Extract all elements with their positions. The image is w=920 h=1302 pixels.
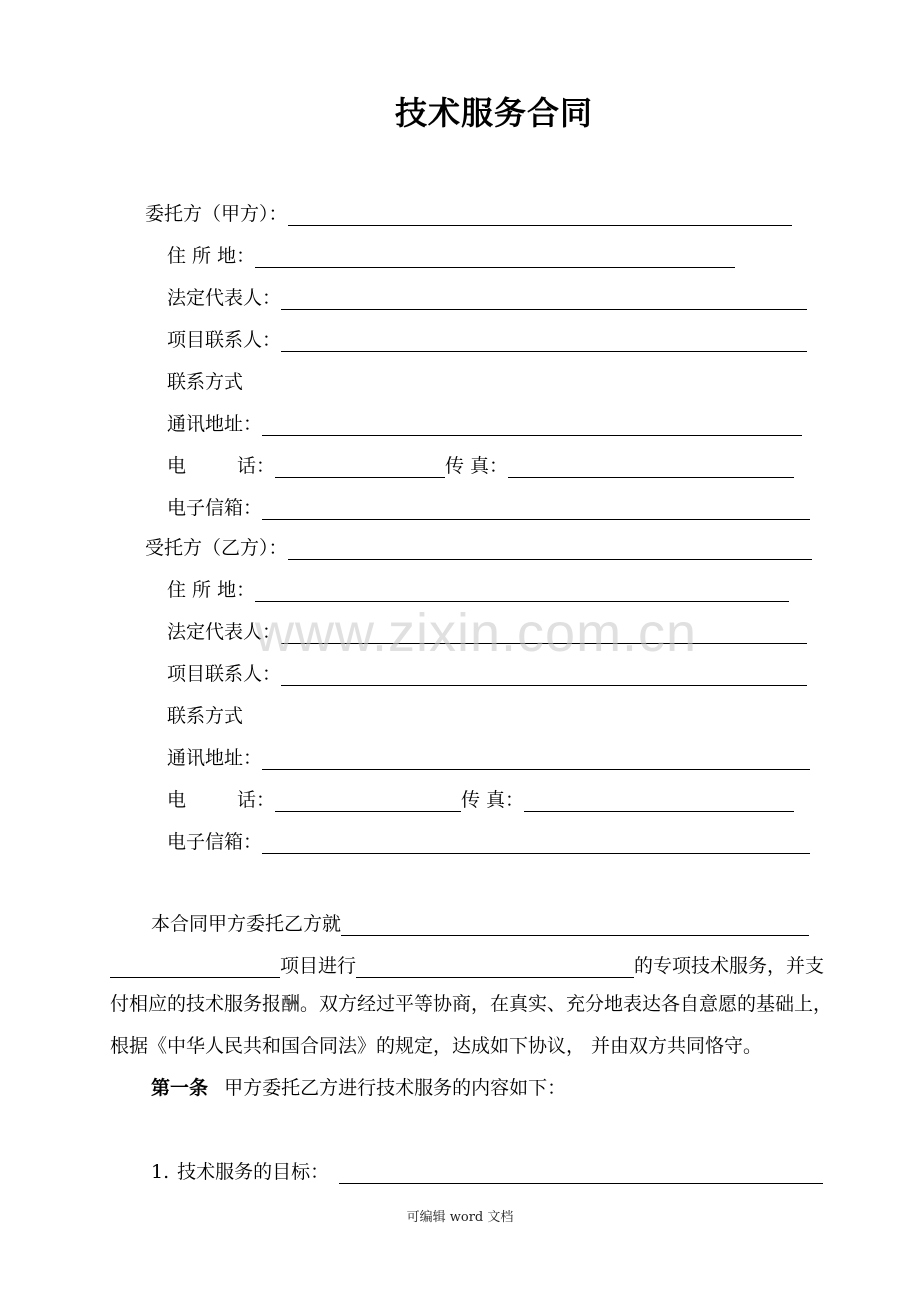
party-b-contact-info-label: 联系方式 <box>167 705 244 727</box>
item-1-row <box>151 1154 823 1184</box>
party-b-contact-person-label: 项目联系人： <box>167 663 282 685</box>
party-b-phone-field[interactable] <box>275 789 461 812</box>
party-a-address-field[interactable] <box>255 245 735 268</box>
intro-part-2: 项目进行 <box>280 955 357 977</box>
party-a-contact-info-label: 联系方式 <box>167 371 244 393</box>
party-a-contact-person-row <box>167 322 807 352</box>
party-a-legal-rep-field[interactable] <box>281 287 807 310</box>
party-b-phone-label: 电 话： <box>167 789 275 811</box>
intro-part-3: 的专项技术服务，并支 <box>634 955 825 977</box>
party-a-email-label: 电子信箱： <box>167 497 263 519</box>
party-a-phone-field[interactable] <box>275 455 445 478</box>
article-1-heading: 第一条 <box>151 1077 209 1099</box>
party-a-row <box>145 196 792 226</box>
party-a-contact-info-row <box>167 364 243 394</box>
party-a-mail-address-field[interactable] <box>262 413 802 436</box>
party-b-email-row <box>167 824 810 854</box>
intro-line-3: 付相应的技术服务报酬。双方经过平等协商，在真实、充分地表达各自意愿的基础上， <box>110 993 833 1015</box>
page-footer: 可编辑 word 文档 <box>406 1210 514 1225</box>
party-a-phone-label: 电 话： <box>167 455 275 477</box>
party-b-contact-person-field[interactable] <box>281 663 807 686</box>
article-1 <box>151 1076 566 1100</box>
item-1-number: 1. <box>151 1161 170 1183</box>
party-b-fax-field[interactable] <box>524 789 794 812</box>
contract-title: 技术服务合同 <box>394 94 593 132</box>
watermark: www.zixin.com.cn <box>255 603 698 663</box>
party-a-address-row <box>167 238 735 268</box>
party-a-contact-person-field[interactable] <box>281 329 807 352</box>
party-a-mail-address-label: 通讯地址： <box>167 413 263 435</box>
item-1-field[interactable] <box>339 1161 823 1184</box>
party-b-address-field[interactable] <box>255 579 789 602</box>
party-b-address-row <box>167 572 789 602</box>
intro-service-field[interactable] <box>356 955 634 978</box>
party-b-contact-info-row <box>167 698 243 728</box>
party-b-mail-address-field[interactable] <box>262 747 810 770</box>
party-b-email-label: 电子信箱： <box>167 831 263 853</box>
party-a-legal-rep-row <box>167 280 807 310</box>
party-a-phone-row <box>167 448 794 478</box>
party-a-field[interactable] <box>288 203 792 226</box>
intro-line-2 <box>110 948 824 978</box>
party-a-contact-person-label: 项目联系人： <box>167 329 282 351</box>
party-b-legal-rep-label: 法定代表人： <box>167 621 282 643</box>
party-b-row <box>145 530 812 560</box>
party-a-email-field[interactable] <box>262 497 810 520</box>
party-a-email-row <box>167 490 810 520</box>
party-a-mail-address-row <box>167 406 802 436</box>
party-a-label: 委托方（甲方）： <box>145 203 288 225</box>
party-b-address-label: 住 所 地： <box>167 579 256 601</box>
intro-project-field-cont[interactable] <box>110 955 280 978</box>
party-b-email-field[interactable] <box>262 831 810 854</box>
party-b-label: 受托方（乙方）： <box>145 537 288 559</box>
article-1-text: 甲方委托乙方进行技术服务的内容如下： <box>224 1077 567 1099</box>
party-a-fax-label: 传 真： <box>445 455 509 477</box>
party-b-fax-label: 传 真： <box>461 789 525 811</box>
intro-project-field[interactable] <box>341 913 809 936</box>
intro-line-4: 根据《中华人民共和国合同法》的规定，达成如下协议， 并由双方共同恪守。 <box>110 1035 763 1057</box>
party-b-mail-address-label: 通讯地址： <box>167 747 263 769</box>
party-b-phone-row <box>167 782 794 812</box>
party-a-legal-rep-label: 法定代表人： <box>167 287 282 309</box>
intro-line-1 <box>151 906 809 936</box>
item-1-label: 技术服务的目标： <box>177 1161 330 1183</box>
party-a-fax-field[interactable] <box>508 455 794 478</box>
party-b-mail-address-row <box>167 740 810 770</box>
intro-part-1: 本合同甲方委托乙方就 <box>151 913 342 935</box>
party-b-field[interactable] <box>288 537 812 560</box>
party-a-address-label: 住 所 地： <box>167 245 256 267</box>
